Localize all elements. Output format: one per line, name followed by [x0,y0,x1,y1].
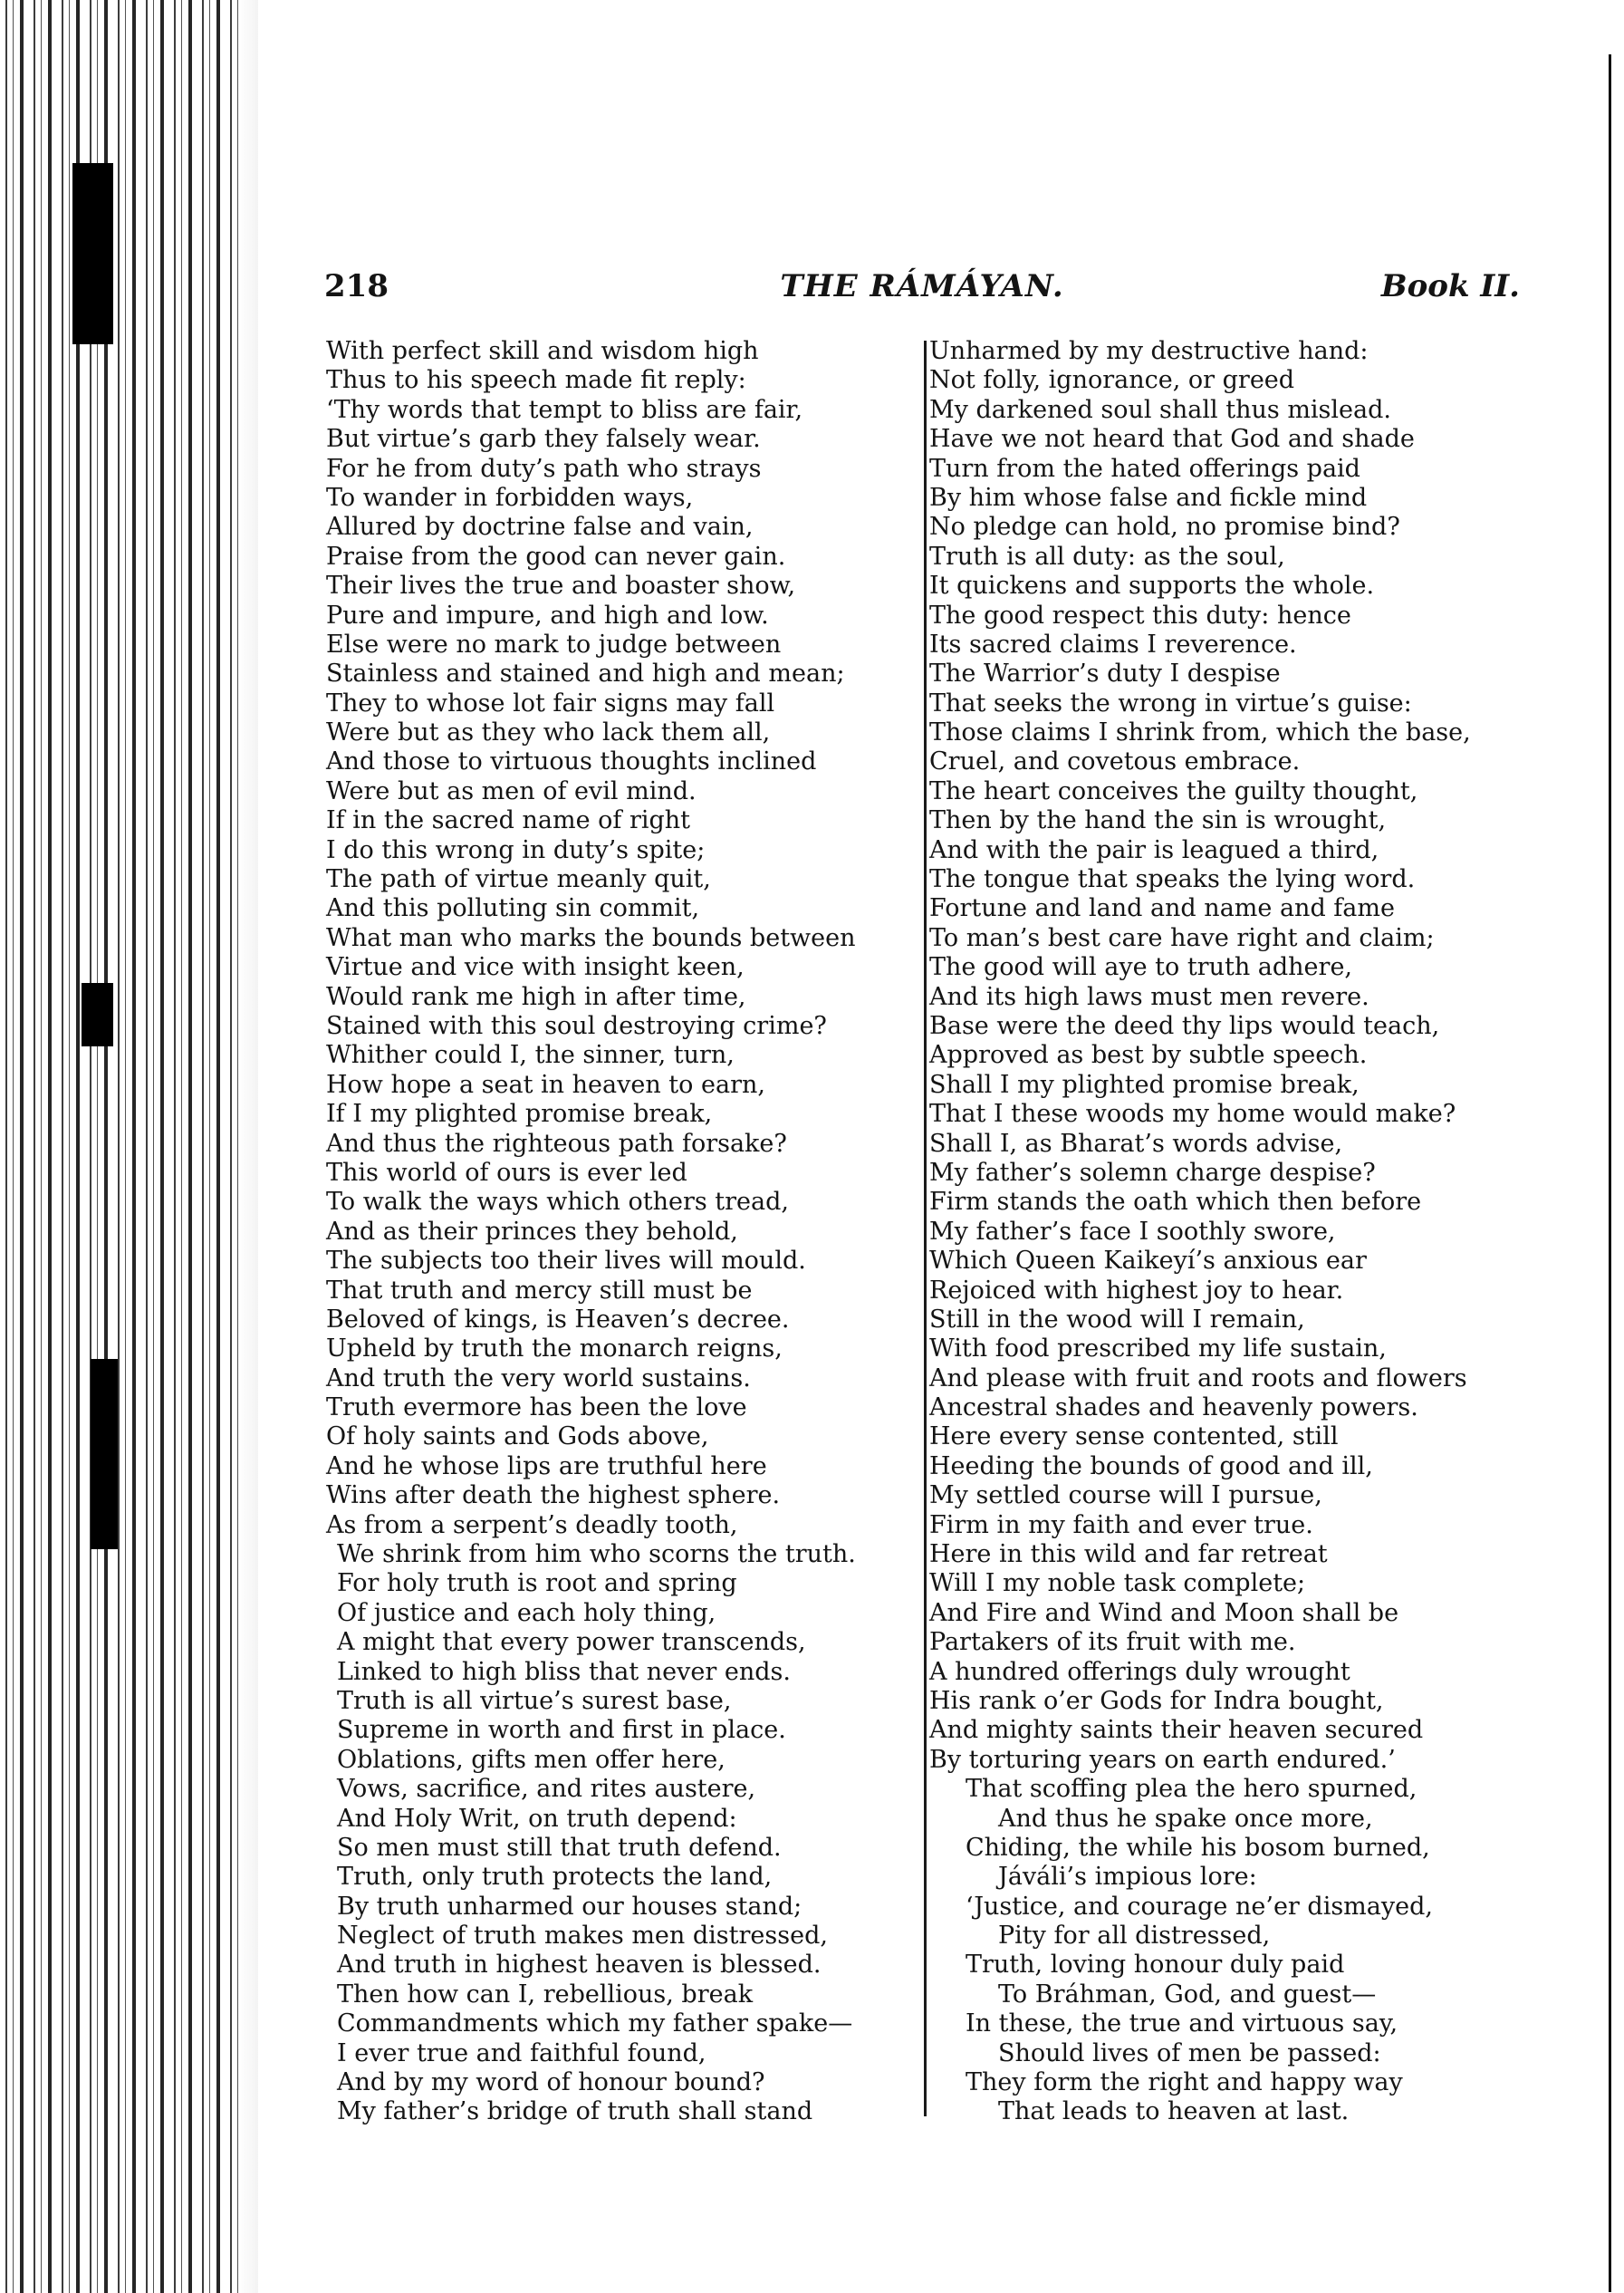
verse-line: Then by the hand the sin is wrought, [929,806,1387,835]
verse-line: I ever true and faithful found, [337,2038,706,2067]
verse-line: Were but as they who lack them all, [326,718,771,747]
verse-line: Still in the wood will I remain, [929,1305,1305,1334]
verse-line: Would rank me high in after time, [326,982,746,1011]
verse-line: Praise from the good can never gain. [326,542,786,571]
verse-line: Truth evermore has been the love [326,1393,747,1422]
verse-line: How hope a seat in heaven to earn, [326,1070,765,1099]
verse-line: And this polluting sin commit, [326,894,700,923]
verse-line: The heart conceives the guilty thought, [929,776,1418,805]
verse-line: They form the right and happy way [966,2068,1403,2097]
verse-line: Jáváli’s impious lore: [998,1863,1257,1892]
verse-line: Truth is all virtue’s surest base, [337,1686,732,1715]
binding-shadow-block [82,983,113,1046]
verse-line: And with the pair is leagued a third, [929,835,1379,864]
verse-line: And its high laws must men revere. [929,982,1369,1011]
binding-shadow-block [72,163,113,344]
right-column [929,337,1527,2127]
verse-line: Allured by doctrine false and vain, [326,513,754,542]
verse-line: Pity for all distressed, [998,1922,1271,1951]
verse-line: My father’s face I soothly swore, [929,1217,1336,1246]
verse-line: By truth unharmed our houses stand; [337,1892,802,1921]
verse-line: Approved as best by subtle speech. [929,1041,1368,1070]
verse-line: And Fire and Wind and Moon shall be [929,1598,1399,1627]
verse-line: Oblations, gifts men offer here, [337,1745,726,1774]
verse-line: That leads to heaven at last. [998,2097,1350,2126]
verse-line: Their lives the true and boaster show, [326,572,796,601]
running-title: THE RÁMÁYAN. [780,268,1064,304]
page-number: 218 [324,268,389,304]
verse-line: Linked to high bliss that never ends. [337,1657,791,1686]
verse-line: Vows, sacrifice, and rites austere, [337,1775,756,1804]
verse-line: That scoffing plea the hero spurned, [966,1775,1417,1804]
verse-line: Stained with this soul destroying crime? [326,1011,827,1040]
verse-line: Partakers of its fruit with me. [929,1628,1296,1657]
verse-line: Unharmed by my destructive hand: [929,337,1369,365]
verse-line: Whither could I, the sinner, turn, [326,1041,735,1070]
verse-line: With perfect skill and wisdom high [326,337,759,365]
verse-line: Which Queen Kaikeyí’s anxious ear [929,1247,1367,1276]
verse-line: ‘Justice, and courage ne’er dismayed, [966,1892,1433,1921]
verse-line: What man who marks the bounds between [326,923,856,952]
verse-line: The Warrior’s duty I despise [929,660,1281,689]
verse-line: A might that every power transcends, [337,1628,806,1657]
verse-line: Were but as men of evil mind. [326,776,697,805]
column-divider [924,341,927,2116]
verse-line: Firm in my faith and ever true. [929,1510,1313,1539]
verse-line: By him whose false and fickle mind [929,483,1368,512]
verse-line: And please with fruit and roots and flowers [929,1363,1467,1392]
verse-line: I do this wrong in duty’s spite; [326,835,706,864]
verse-line: Of holy saints and Gods above, [326,1422,709,1451]
page-header [324,268,1520,308]
verse-line: So men must still that truth defend. [337,1833,782,1862]
verse-line: Shall I my plighted promise break, [929,1070,1360,1099]
page-binding-edge [0,0,258,2293]
verse-line: Stainless and stained and high and mean; [326,660,845,689]
verse-line: Wins after death the highest sphere. [326,1481,781,1510]
verse-line: And thus the righteous path forsake? [326,1129,787,1158]
verse-line: Cruel, and covetous embrace. [929,747,1301,776]
verse-line: For he from duty’s path who strays [326,454,762,483]
verse-line: The path of virtue meanly quit, [326,865,711,894]
verse-line: Of justice and each holy thing, [337,1598,716,1627]
verse-line: Shall I, as Bharat’s words advise, [929,1129,1343,1158]
verse-line: Will I my noble task complete; [929,1569,1306,1598]
verse-line: To man’s best care have right and claim; [929,923,1435,952]
verse-line: And thus he spake once more, [998,1804,1373,1833]
verse-line: This world of ours is ever led [326,1158,687,1187]
page-right-edge [1609,54,1611,2292]
verse-line: And truth in highest heaven is blessed. [337,1951,822,1980]
verse-line: And truth the very world sustains. [326,1363,751,1392]
verse-line: Chiding, the while his bosom burned, [966,1833,1430,1862]
verse-line: Else were no mark to judge between [326,630,782,659]
verse-line: His rank o’er Gods for Indra bought, [929,1686,1384,1715]
verse-line: Ancestral shades and heavenly powers. [929,1393,1418,1422]
verse-line: Rejoiced with highest joy to hear. [929,1276,1344,1305]
verse-line: It quickens and supports the whole. [929,572,1375,601]
verse-line: If in the sacred name of right [326,806,691,835]
verse-line: That I these woods my home would make? [929,1100,1456,1129]
verse-line: Then how can I, rebellious, break [337,1980,754,2009]
verse-line: Upheld by truth the monarch reigns, [326,1334,783,1363]
verse-line: And those to virtuous thoughts inclined [326,747,817,776]
book-label: Book II. [1380,268,1520,304]
verse-line: Not folly, ignorance, or greed [929,366,1295,395]
verse-line: No pledge can hold, no promise bind? [929,513,1400,542]
verse-line: Should lives of men be passed: [998,2038,1381,2067]
verse-line: The good will aye to truth adhere, [929,953,1353,982]
verse-line: Truth is all duty: as the soul, [929,542,1285,571]
verse-line: That truth and mercy still must be [326,1276,753,1305]
verse-line: Thus to his speech made fit reply: [326,366,746,395]
verse-line: And by my word of honour bound? [337,2068,765,2097]
verse-line: Here every sense contented, still [929,1422,1339,1451]
verse-line: They to whose lot fair signs may fall [326,689,775,718]
verse-line: In these, the true and virtuous say, [966,2009,1398,2038]
verse-line: The subjects too their lives will mould. [326,1247,806,1276]
verse-line: ‘Thy words that tempt to bliss are fair, [326,395,803,424]
verse-line: Here in this wild and far retreat [929,1540,1328,1569]
binding-shadow-block [91,1359,118,1549]
verse-line: As from a serpent’s deadly tooth, [326,1510,738,1539]
verse-line: Neglect of truth makes men distressed, [337,1922,828,1951]
verse-line: My settled course will I pursue, [929,1481,1322,1510]
verse-line: My father’s bridge of truth shall stand [337,2097,813,2126]
verse-line: Pure and impure, and high and low. [326,601,769,630]
verse-line: A hundred offerings duly wrought [929,1657,1350,1686]
verse-line: To walk the ways which others tread, [326,1188,789,1217]
verse-line: Turn from the hated offerings paid [929,454,1360,483]
verse-line: Truth, only truth protects the land, [337,1863,773,1892]
verse-line: Have we not heard that God and shade [929,425,1415,454]
verse-line: Fortune and land and name and fame [929,894,1395,923]
verse-line: Commandments which my father spake— [337,2009,853,2038]
verse-line: And Holy Writ, on truth depend: [337,1804,737,1833]
verse-line: Base were the deed thy lips would teach, [929,1011,1440,1040]
verse-line: My darkened soul shall thus mislead. [929,395,1391,424]
verse-line: The good respect this duty: hence [929,601,1351,630]
verse-line: By torturing years on earth endured.’ [929,1745,1396,1774]
verse-line: Truth, loving honour duly paid [966,1951,1345,1980]
verse-line: And he whose lips are truthful here [326,1451,767,1480]
verse-line: Firm stands the oath which then before [929,1188,1422,1217]
verse-line: If I my plighted promise break, [326,1100,713,1129]
verse-line: For holy truth is root and spring [337,1569,737,1598]
verse-line: We shrink from him who scorns the truth. [337,1540,856,1569]
verse-line: My father’s solemn charge despise? [929,1158,1376,1187]
verse-line: That seeks the wrong in virtue’s guise: [929,689,1412,718]
verse-line: Supreme in worth and first in place. [337,1716,786,1745]
verse-line: And as their princes they behold, [326,1217,738,1246]
left-column [326,337,906,2127]
verse-line: Heeding the bounds of good and ill, [929,1451,1373,1480]
verse-line: But virtue’s garb they falsely wear. [326,425,761,454]
verse-line: And mighty saints their heaven secured [929,1716,1424,1745]
verse-line: To wander in forbidden ways, [326,483,694,512]
verse-line: Beloved of kings, is Heaven’s decree. [326,1305,790,1334]
verse-line: With food prescribed my life sustain, [929,1334,1387,1363]
verse-line: Virtue and vice with insight keen, [326,953,745,982]
verse-line: Those claims I shrink from, which the base, [929,718,1471,747]
verse-line: Its sacred claims I reverence. [929,630,1297,659]
verse-line: To Bráhman, God, and guest— [998,1980,1377,2009]
verse-line: The tongue that speaks the lying word. [929,865,1416,894]
